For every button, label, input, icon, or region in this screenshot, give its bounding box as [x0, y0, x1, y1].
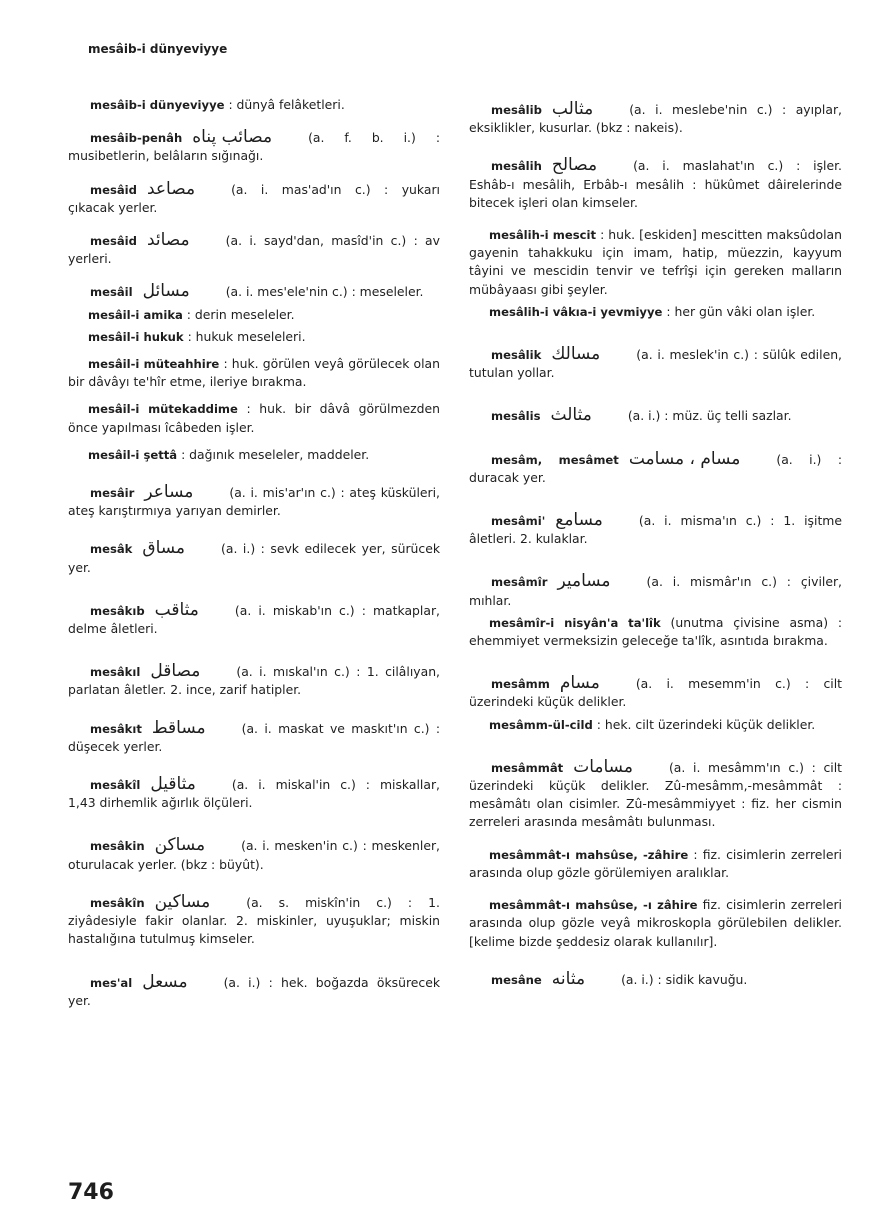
headword: mes'al — [90, 975, 133, 990]
dictionary-entry — [469, 450, 842, 487]
arabic-script: مسامير — [557, 571, 611, 592]
definition: (a. i. maskat ve maskıt'ın c.) : düşecek yerler. — [68, 720, 440, 754]
left-column — [68, 92, 440, 1010]
dictionary-entry — [68, 180, 440, 217]
headword: mesâlis — [491, 409, 541, 424]
arabic-script: مصاقل — [150, 661, 201, 682]
dictionary-entry — [68, 893, 440, 949]
definition: (a. f. b. i.) : musibetlerin, belâların sığınağı. — [68, 130, 440, 164]
definition: : fiz. cisimlerin zerreleri arasında olup gözle görülemiyen aralıklar. — [469, 846, 842, 880]
headword: mesâlih-i vâkıa-i yevmiyye — [489, 304, 663, 319]
dictionary-entry — [68, 355, 440, 391]
arabic-script: مساق — [142, 538, 186, 559]
definition: (a. i. mes'ele'nin c.) : meseleler. — [225, 284, 424, 300]
arabic-script: مسعل — [142, 971, 188, 992]
headword: mesâil-i mütekaddime — [88, 402, 238, 417]
dictionary-entry — [469, 345, 842, 382]
arabic-script: مصائب پناه — [192, 127, 273, 148]
definition: (a. i. mis'ar'ın c.) : ateş küsküleri, ateş karıştırmıya yarıyan demirler. — [68, 485, 440, 519]
arabic-script: مسالك — [551, 344, 601, 365]
dictionary-entry — [68, 775, 440, 812]
dictionary-entry — [68, 719, 440, 756]
dictionary-entry — [469, 572, 842, 609]
right-column — [469, 96, 842, 989]
dictionary-entry — [68, 96, 440, 114]
arabic-script: مصالح — [551, 155, 598, 176]
dictionary-entry — [469, 758, 842, 832]
dictionary-entry — [68, 601, 440, 638]
definition: (a. i. miskab'ın c.) : matkaplar, delme âletleri. — [68, 602, 440, 637]
dictionary-entry — [469, 674, 842, 711]
headword: mesâk — [90, 542, 133, 557]
arabic-script: مثانه — [551, 968, 586, 989]
arabic-script: مساكين — [154, 891, 211, 912]
dictionary-entry — [469, 896, 842, 951]
definition: (a. i. meslek'in c.) : sülûk edilen, tutulan yollar. — [469, 347, 842, 381]
headword: mesâmmât-ı mahsûse, -ı zâhire — [489, 898, 698, 913]
arabic-script: مساكن — [154, 835, 206, 856]
definition: fiz. cisimlerin zerreleri arasında olup gözle veyâ mikroskopla görülebilen delikler. [kelime bizde şeddesiz olarak kullanılır]. — [469, 897, 842, 949]
headword: mesâid — [90, 234, 137, 249]
arabic-script: مصائد — [146, 230, 190, 251]
definition: (a. i.) : müz. üç telli sazlar. — [627, 408, 792, 424]
headword: mesâmmât-ı mahsûse, -zâhire — [489, 847, 689, 862]
headword: mesâid — [90, 182, 137, 197]
definition: (a. i. maslahat'ın c.) : işler. Eshâb-ı mesâlih, Erbâb-ı mesâlih : hükûmet dâirelerinde bitecek işleri olan kimseler. — [469, 158, 842, 210]
headword: mesâkıt — [90, 721, 142, 736]
headword: mesâkin — [90, 839, 145, 854]
headword: mesâir — [90, 486, 135, 501]
headword: mesâib-penâh — [90, 131, 183, 146]
dictionary-entry — [68, 662, 440, 699]
dictionary-entry — [68, 446, 440, 464]
definition: : huk. bir dâvâ görülmezden önce yapılması îcâbeden işler. — [68, 401, 440, 435]
arabic-script: مسائل — [142, 281, 190, 302]
headword: mesâm, mesâmet — [491, 452, 619, 467]
definition: : huk. [eskiden] mescitten maksûdolan gayenin tahakkuku için imam, hatip, müezzin, kayyum tâyini ve mescidin tenvir ve tefrîşi için gereken malların mübâyaası gibi şeyler. — [469, 227, 842, 297]
definition: (a. i.) : sevk edilecek yer, sürücek yer. — [68, 541, 440, 575]
dictionary-entry — [469, 846, 842, 882]
headword: mesâil-i hukuk — [88, 329, 184, 344]
headword: mesâil-i müteahhire — [88, 357, 220, 372]
headword: mesâil — [90, 285, 133, 300]
arabic-script: مصاعد — [146, 178, 196, 199]
headword: mesâlih-i mescit — [489, 228, 597, 243]
arabic-script: مساعر — [144, 482, 194, 503]
dictionary-entry — [469, 511, 842, 548]
arabic-script: مسامع — [555, 510, 603, 531]
headword: mesâmm-ül-cild — [489, 717, 593, 732]
headword: mesâkîn — [90, 895, 145, 910]
dictionary-entry — [469, 226, 842, 299]
arabic-script: مثاقب — [154, 599, 199, 620]
arabic-script: مثاقيل — [150, 774, 196, 795]
headword: mesâmm — [491, 677, 550, 692]
headword: mesâib-i dünyeviyye — [90, 98, 225, 112]
dictionary-entry — [68, 400, 440, 436]
definition: : dağınık meseleler, maddeler. — [177, 446, 370, 462]
definition: : huk. görülen veyâ görülecek olan bir dâvâyı te'hîr etme, ileriye bırakma. — [68, 356, 440, 390]
dictionary-entry — [68, 539, 440, 576]
dictionary-entry — [469, 970, 842, 989]
dictionary-entry — [469, 406, 842, 425]
arabic-script: مسامات — [573, 756, 633, 777]
headword: mesâil-i amika — [88, 307, 183, 322]
definition: (a. i. miskal'in c.) : miskallar, 1,43 dirhemlik ağırlık ölçüleri. — [68, 777, 440, 811]
arabic-script: مسام — [559, 673, 600, 694]
dictionary-entry — [469, 303, 842, 321]
definition: (a. i. mismâr'ın c.) : çiviler, mıhlar. — [469, 574, 842, 608]
definition: (a. i. mesâmm'ın c.) : cilt üzerindeki küçük delikler. Zû-mesâmm,-mesâmmât : mesâmâtı olan cisimler. Zû-mesâmmiyyet : fiz. her cismin zerreleri arasında mesâmâtı bulunması. — [469, 759, 842, 830]
dictionary-entry — [68, 483, 440, 520]
definition: (a. i.) : duracak yer. — [469, 451, 842, 485]
definition: (a. i. misma'ın c.) : 1. işitme âletleri. 2. kulaklar. — [469, 513, 842, 547]
headword: mesâmmât — [491, 760, 564, 775]
headword: mesâlih — [491, 159, 542, 174]
definition: (a. i. meslebe'nin c.) : ayıplar, eksiklikler, kusurlar. (bkz : nakeis). — [469, 102, 842, 136]
definition: : hek. cilt üzerindeki küçük delikler. — [592, 716, 816, 732]
dictionary-entry — [68, 282, 440, 301]
dictionary-entry — [68, 973, 440, 1010]
dictionary-entry — [469, 614, 842, 650]
dictionary-entry — [68, 836, 440, 873]
definition: : dünyâ felâketleri. — [224, 97, 345, 112]
headword: mesâmîr — [491, 575, 548, 590]
headword: mesâkıb — [90, 603, 145, 618]
headword: mesâlik — [491, 348, 542, 363]
definition: (a. i. mesken'in c.) : meskenler, oturulacak yerler. (bkz : büyût). — [68, 838, 440, 872]
dictionary-entry — [469, 156, 842, 212]
headword: mesâmi' — [491, 514, 546, 529]
definition: (a. s. miskîn'in c.) : 1. ziyâdesiyle fakir olanlar. 2. miskinler, uyuşuklar; miskin hastalığına tutulmuş kimseler. — [68, 894, 440, 947]
definition: : her gün vâki olan işler. — [662, 303, 816, 319]
headword: mesâmîr-i nisyân'a ta'lîk — [489, 615, 661, 630]
headword: mesâkîl — [90, 778, 141, 793]
running-header: mesâib-i dünyeviyye — [88, 42, 228, 56]
definition: (a. i.) : sidik kavuğu. — [621, 971, 748, 987]
headword: mesâil-i şettâ — [88, 447, 178, 462]
arabic-script: مثالث — [550, 405, 592, 426]
dictionary-entry — [68, 231, 440, 268]
definition: : hukuk meseleleri. — [183, 328, 306, 344]
page-number: 746 — [68, 1180, 114, 1205]
definition: (a. i.) : hek. boğazda öksürecek yer. — [68, 974, 440, 1008]
definition: : derin meseleler. — [182, 306, 295, 322]
dictionary-entry — [469, 716, 842, 734]
headword: mesâkıl — [90, 665, 141, 680]
definition: (unutma çivisine asma) : ehemmiyet vermeksizin geleceğe ta'lîk, asıntıda bırakma. — [469, 614, 843, 649]
arabic-script: مثالب — [551, 99, 594, 119]
headword: mesâne — [491, 972, 542, 987]
dictionary-entry — [68, 306, 440, 324]
dictionary-entry — [68, 328, 440, 346]
definition: (a. i. mas'ad'ın c.) : yukarı çıkacak yerler. — [68, 181, 440, 215]
headword: mesâlib — [491, 103, 542, 117]
dictionary-entry — [68, 128, 440, 165]
dictionary-entry — [469, 100, 842, 137]
definition: (a. i. mıskal'ın c.) : 1. cilâlıyan, parlatan âletler. 2. ince, zarif hatipler. — [68, 664, 440, 698]
definition: (a. i. mesemm'in c.) : cilt üzerindeki küçük delikler. — [469, 676, 842, 710]
arabic-script: مسام ، مسامت — [628, 448, 741, 469]
definition: (a. i. sayd'dan, masîd'in c.) : av yerleri. — [68, 233, 440, 267]
arabic-script: مساقط — [151, 717, 206, 738]
